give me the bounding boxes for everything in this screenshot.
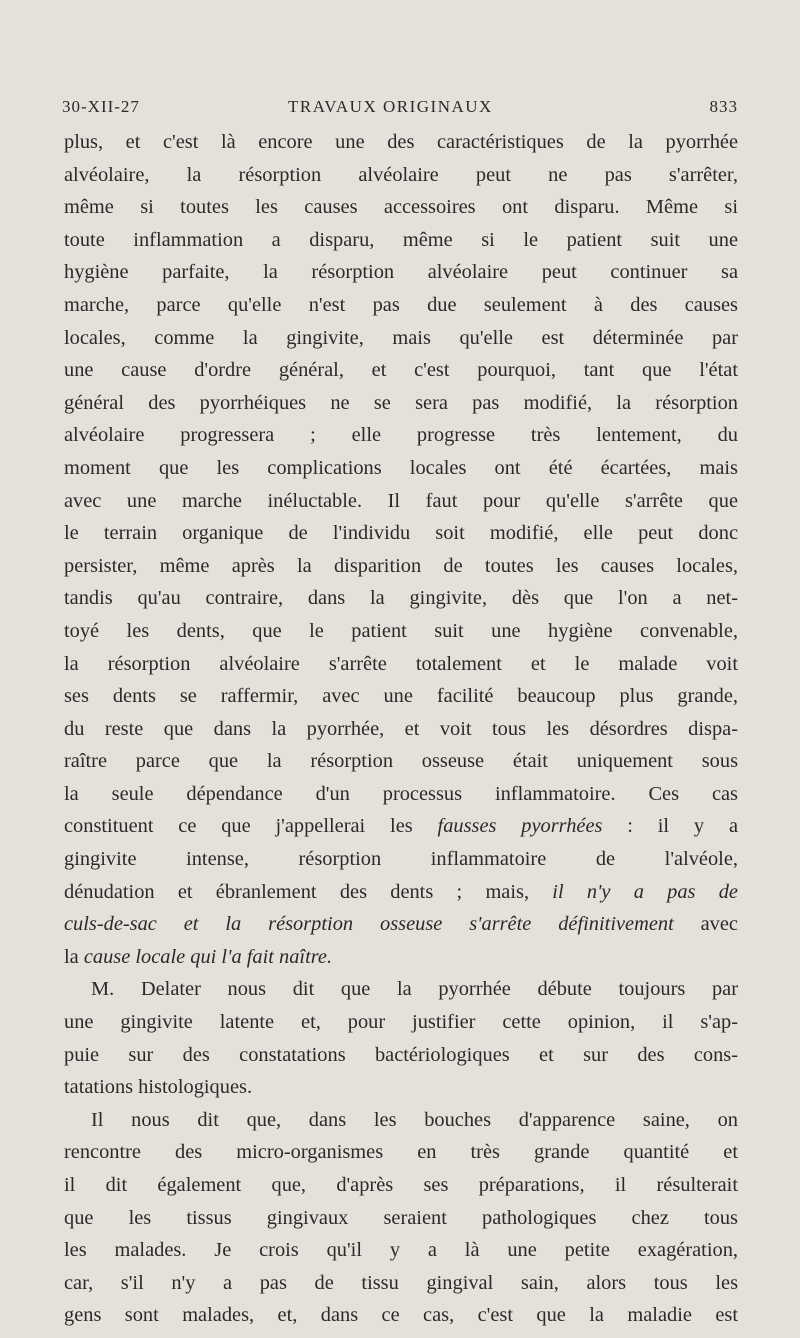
text-line xyxy=(64,517,738,550)
running-header xyxy=(62,97,738,121)
text-line xyxy=(64,256,738,289)
text-segment: du reste que dans la pyorrhée, et voit tous les désordres dispa- xyxy=(64,717,738,740)
text-segment: marche, parce qu'elle n'est pas due seulement à des causes xyxy=(64,293,738,316)
text-line xyxy=(64,1136,738,1169)
text-segment: alvéolaire, la résorption alvéolaire peut ne pas s'arrêter, xyxy=(64,163,738,186)
text-line xyxy=(64,648,738,681)
text-segment: raître parce que la résorption osseuse était uniquement sous xyxy=(64,750,738,773)
text-line xyxy=(64,289,738,322)
italic-text: fausses pyorrhées xyxy=(437,815,603,838)
text-segment: tandis qu'au contraire, dans la gingivite, dès que l'on a net- xyxy=(64,587,738,610)
text-segment: plus, et c'est là encore une des caractéristiques de la pyorrhée xyxy=(64,131,738,153)
text-line xyxy=(64,1267,738,1300)
italic-text: cause locale qui l'a fait naître. xyxy=(83,945,333,968)
italic-text: il n'y a pas de xyxy=(552,880,738,903)
text-segment: la seule dépendance d'un processus inflammatoire. Ces cas xyxy=(64,782,738,805)
text-segment: persister, même après la disparition de toutes les causes locales, xyxy=(64,554,738,577)
text-segment: car, s'il n'y a pas de tissu gingival sain, alors tous les xyxy=(64,1271,738,1294)
text-line xyxy=(64,354,738,387)
italic-text: culs-de-sac et la résorption osseuse s'arrête définitivement xyxy=(64,913,674,936)
text-line xyxy=(64,452,738,485)
text-segment: alvéolaire progressera ; elle progresse très lentement, du xyxy=(64,424,738,447)
text-line xyxy=(64,615,738,648)
text-segment: hygiène parfaite, la résorption alvéolaire peut continuer sa xyxy=(64,261,738,284)
text-line xyxy=(64,1104,738,1137)
text-segment: ses dents se raffermir, avec une facilité beaucoup plus grande, xyxy=(64,685,738,708)
text-line xyxy=(64,941,738,974)
text-segment: Il nous dit que, dans les bouches d'apparence saine, on xyxy=(91,1108,738,1131)
text-line xyxy=(64,973,738,1006)
text-segment: locales, comme la gingivite, mais qu'elle est déterminée par xyxy=(64,326,738,349)
text-segment: il dit également que, d'après ses préparations, il résulterait xyxy=(64,1174,738,1196)
text-line xyxy=(64,908,738,941)
text-line xyxy=(64,713,738,746)
text-line xyxy=(64,485,738,518)
text-line xyxy=(64,387,738,420)
text-line xyxy=(64,159,738,192)
text-segment: rencontre des micro-organismes en très grande quantité et xyxy=(64,1141,738,1164)
text-segment: M. Delater nous dit que la pyorrhée débute toujours par xyxy=(91,978,738,1001)
text-line xyxy=(64,126,738,159)
text-line xyxy=(64,680,738,713)
text-line xyxy=(64,582,738,615)
text-segment: les malades. Je crois qu'il y a là une petite exagération, xyxy=(64,1239,738,1262)
text-segment: toyé les dents, que le patient suit une hygiène convenable, xyxy=(64,619,738,642)
text-line xyxy=(64,810,738,843)
text-segment: puie sur des constatations bactériologiques et sur des cons- xyxy=(64,1043,738,1066)
text-segment: gens sont malades, et, dans ce cas, c'est que la maladie est xyxy=(64,1304,738,1327)
text-line xyxy=(64,224,738,257)
text-line xyxy=(64,745,738,778)
text-line xyxy=(64,550,738,583)
text-segment: même si toutes les causes accessoires ont disparu. Même si xyxy=(64,196,738,219)
text-segment: constituent ce que j'appellerai les xyxy=(64,815,438,838)
text-line xyxy=(64,1006,738,1039)
text-line xyxy=(64,778,738,811)
text-line xyxy=(64,1039,738,1072)
text-segment: dénudation et ébranlement des dents ; mais, xyxy=(64,880,553,903)
text-segment: que les tissus gingivaux seraient pathologiques chez tous xyxy=(64,1206,738,1229)
text-line xyxy=(64,1202,738,1235)
header-date: 30-XII-27 xyxy=(62,97,140,116)
text-segment: tatations histologiques. xyxy=(64,1076,253,1099)
text-segment: le terrain organique de l'individu soit modifié, elle peut donc xyxy=(64,522,738,545)
text-segment: la xyxy=(64,945,84,968)
text-line xyxy=(64,322,738,355)
page-number: 833 xyxy=(709,97,738,116)
text-line xyxy=(64,1071,738,1104)
text-segment: une cause d'ordre général, et c'est pourquoi, tant que l'état xyxy=(64,359,738,382)
text-segment: toute inflammation a disparu, même si le patient suit une xyxy=(64,228,738,251)
text-line xyxy=(64,419,738,452)
text-line xyxy=(64,843,738,876)
text-segment: moment que les complications locales ont été écartées, mais xyxy=(64,456,738,479)
text-line xyxy=(64,1169,738,1202)
body-text xyxy=(64,126,738,1332)
text-segment: général des pyorrhéiques ne se sera pas modifié, la résorption xyxy=(64,391,738,414)
text-line xyxy=(64,1299,738,1332)
text-segment: : il y a xyxy=(602,815,738,838)
header-section-title: TRAVAUX ORIGINAUX xyxy=(288,97,493,116)
text-segment: avec xyxy=(673,913,738,936)
text-segment: la résorption alvéolaire s'arrête totalement et le malade voit xyxy=(64,652,738,675)
text-segment: avec une marche inéluctable. Il faut pour qu'elle s'arrête que xyxy=(64,489,738,512)
text-line xyxy=(64,876,738,909)
text-segment: gingivite intense, résorption inflammatoire de l'alvéole, xyxy=(64,848,738,871)
text-line xyxy=(64,191,738,224)
text-line xyxy=(64,1234,738,1267)
text-segment: une gingivite latente et, pour justifier cette opinion, il s'ap- xyxy=(64,1011,738,1034)
